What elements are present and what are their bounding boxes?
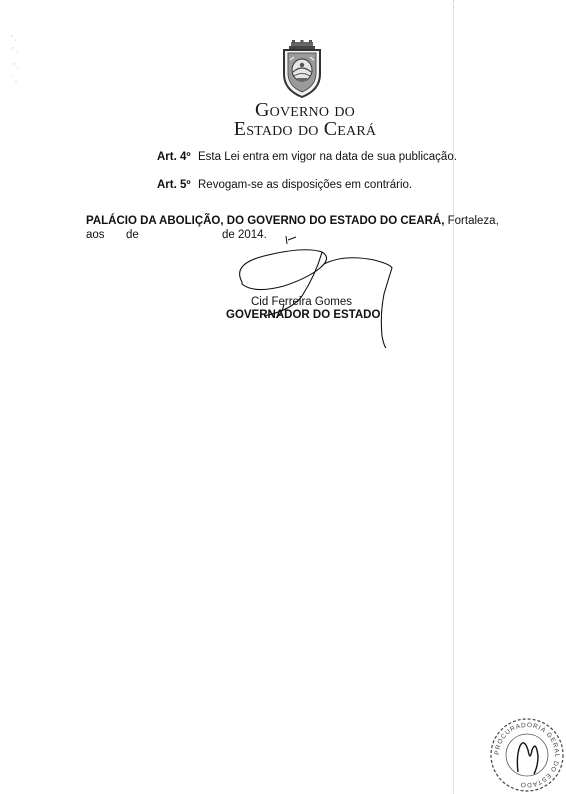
article-5	[157, 179, 412, 191]
date-prefix: aos	[86, 229, 105, 241]
closing-formula	[86, 214, 526, 228]
signatory-name: Cid Ferreira Gomes	[251, 296, 352, 308]
state-coat-of-arms-icon	[280, 40, 324, 98]
city-name: Fortaleza,	[444, 215, 499, 227]
svg-text:PROCURADORIA GERAL DO ESTADO	[494, 722, 560, 788]
article-number: Art. 4º	[157, 151, 191, 163]
date-month-de: de	[126, 229, 139, 241]
handwritten-signature	[224, 234, 404, 349]
letterhead-line-1: Governo do	[255, 99, 355, 121]
government-letterhead	[200, 101, 410, 139]
article-text: Revogam-se as disposições em contrário.	[198, 179, 413, 191]
stamp-text: PROCURADORIA GERAL DO ESTADO	[493, 721, 561, 789]
letterhead-line-2: Estado do Ceará	[233, 118, 377, 140]
article-4	[157, 151, 457, 163]
procuradoria-stamp-icon	[488, 716, 566, 794]
date-year: de 2014.	[222, 229, 267, 241]
page-fold-line	[453, 0, 454, 794]
palace-name: PALÁCIO DA ABOLIÇÃO, DO GOVERNO DO ESTADO DO CEARÁ,	[86, 215, 445, 227]
signatory-role: GOVERNADOR DO ESTADO	[226, 309, 381, 321]
scan-edge-marks	[8, 30, 28, 90]
article-text: Esta Lei entra em vigor na data de sua publicação.	[198, 151, 457, 163]
article-number: Art. 5º	[157, 179, 191, 191]
